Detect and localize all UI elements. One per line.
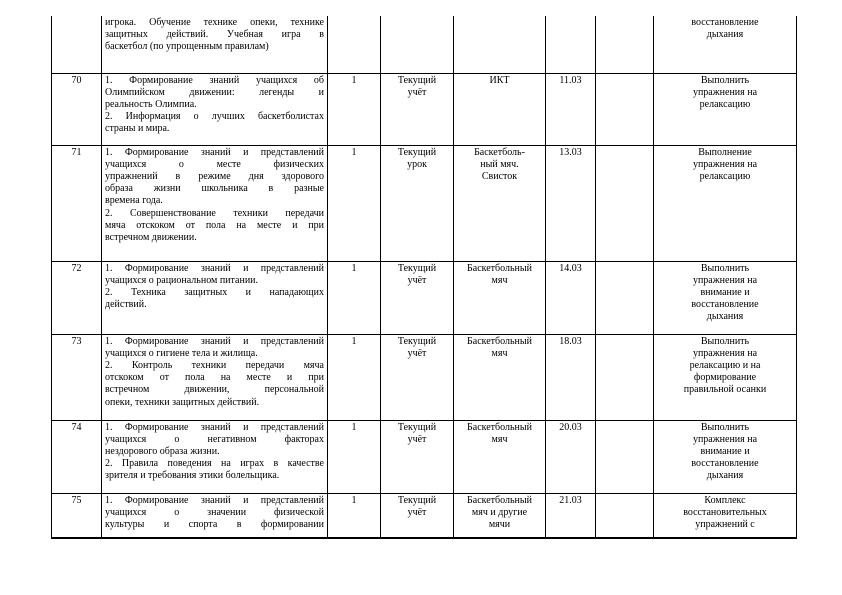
homework-cell — [654, 261, 797, 334]
actual-date-cell — [596, 334, 654, 420]
control-type-line: Текущий — [397, 421, 437, 433]
equipment-line: мяч и другие — [471, 506, 528, 518]
lesson-topic-cell — [102, 493, 328, 538]
homework-line: упражнения на — [692, 433, 758, 445]
equipment-cell — [454, 16, 546, 73]
homework-cell — [654, 493, 797, 538]
homework-line: Комплекс — [704, 494, 746, 506]
planned-date-cell — [546, 420, 596, 493]
hours-value: 1 — [351, 335, 357, 347]
topic-line: Олимпийском движении: легенды и — [105, 86, 324, 98]
topic-line: встречном движении, персональной — [105, 384, 324, 396]
homework-cell — [654, 16, 797, 73]
lesson-number: 74 — [71, 421, 82, 433]
control-type-line: Текущий — [397, 335, 437, 347]
topic-line: опеки, техники защитных действий. — [105, 396, 260, 408]
equipment-line: Баскетболь- — [474, 146, 525, 158]
lesson-number-cell — [52, 73, 102, 145]
planned-date-cell — [546, 73, 596, 145]
homework-line: правильной осанки — [683, 384, 767, 396]
control-type-line: урок — [407, 158, 427, 170]
homework-line: восстановительных — [683, 506, 767, 518]
homework-cell — [654, 145, 797, 261]
hours-cell — [328, 334, 381, 420]
topic-line: упражнений в режиме дня здорового — [105, 170, 324, 182]
homework-line: формирование — [693, 372, 757, 384]
equipment-line: Баскетбольный — [467, 262, 532, 274]
planned-date: 14.03 — [559, 262, 582, 274]
topic-line: защитных действий. Учебная игра в — [105, 29, 324, 41]
topic-line: 2. Правила поведения на играх в качестве — [105, 458, 324, 470]
table-row — [52, 493, 797, 538]
table-row — [52, 420, 797, 493]
equipment-cell — [454, 493, 546, 538]
homework-cell — [654, 420, 797, 493]
planned-date: 20.03 — [559, 421, 582, 433]
topic-line: зрителя и требования этики болельщика. — [105, 470, 280, 482]
actual-date-cell — [596, 493, 654, 538]
homework-line: восстановление — [691, 458, 759, 470]
topic-line: 2. Контроль техники передачи мяча — [105, 359, 324, 371]
topic-line: страны и мира. — [105, 123, 170, 135]
hours-value: 1 — [351, 262, 357, 274]
actual-date-cell — [596, 73, 654, 145]
control-type-line: учёт — [407, 347, 427, 359]
actual-date-cell — [596, 420, 654, 493]
homework-line: релаксацию и на — [689, 359, 761, 371]
homework-cell — [654, 73, 797, 145]
homework-line: Выполнить — [700, 421, 750, 433]
hours-cell — [328, 261, 381, 334]
homework-line: дыхания — [706, 470, 744, 482]
homework-line: внимание и — [700, 286, 750, 298]
homework-line: дыхания — [706, 29, 744, 41]
equipment-line: Баскетбольный — [467, 335, 532, 347]
homework-line: упражнений с — [695, 518, 755, 530]
lesson-number: 75 — [71, 494, 82, 506]
topic-line: образа жизни школьника в разные — [105, 183, 324, 195]
topic-line: культуры и спорта в формировании — [105, 518, 324, 530]
homework-line: дыхания — [706, 311, 744, 323]
hours-value: 1 — [351, 421, 357, 433]
hours-value: 1 — [351, 74, 357, 86]
topic-line: учащихся о значении физической — [105, 506, 324, 518]
table-row — [52, 16, 797, 73]
equipment-line: Баскетбольный — [467, 494, 532, 506]
homework-line: упражнения на — [692, 86, 758, 98]
control-type-cell — [381, 73, 454, 145]
control-type-line: Текущий — [397, 74, 437, 86]
control-type-cell — [381, 334, 454, 420]
planned-date: 11.03 — [559, 74, 582, 86]
table-row — [52, 334, 797, 420]
table-row — [52, 73, 797, 145]
control-type-cell — [381, 420, 454, 493]
topic-line: 1. Формирование знаний и представлений — [105, 262, 324, 274]
actual-date-cell — [596, 261, 654, 334]
lesson-number: 73 — [71, 335, 82, 347]
control-type-line: Текущий — [397, 494, 437, 506]
topic-line: нездорового образа жизни. — [105, 445, 220, 457]
hours-cell — [328, 16, 381, 73]
homework-line: Выполнить — [700, 262, 750, 274]
topic-line: учащихся о гигиене тела и жилища. — [105, 347, 258, 359]
planned-date: 18.03 — [559, 335, 582, 347]
lesson-topic-cell — [102, 420, 328, 493]
topic-line: учащихся о негативном факторах — [105, 433, 324, 445]
topic-line: действий. — [105, 299, 147, 311]
lesson-number: 70 — [71, 74, 82, 86]
topic-line: 1. Формирование знаний и представлений — [105, 146, 324, 158]
planned-date: 21.03 — [559, 494, 582, 506]
control-type-cell — [381, 16, 454, 73]
topic-line: времена года. — [105, 195, 163, 207]
topic-line: 2. Техника защитных и нападающих — [105, 286, 324, 298]
topic-line: учащихся о месте физических — [105, 158, 324, 170]
homework-line: Выполнение — [698, 146, 752, 158]
control-type-line: учёт — [407, 86, 427, 98]
homework-line: Выполнить — [700, 335, 750, 347]
lesson-topic-cell — [102, 334, 328, 420]
actual-date-cell — [596, 16, 654, 73]
control-type-line: учёт — [407, 274, 427, 286]
hours-cell — [328, 145, 381, 261]
topic-line: игрока. Обучение технике опеки, технике — [105, 17, 324, 28]
equipment-cell — [454, 261, 546, 334]
control-type-line: Текущий — [397, 146, 437, 158]
equipment-cell — [454, 420, 546, 493]
planned-date-cell — [546, 261, 596, 334]
equipment-line: Свисток — [481, 170, 518, 182]
table-row — [52, 145, 797, 261]
topic-line: 1. Формирование знаний учащихся об — [105, 74, 324, 86]
actual-date-cell — [596, 145, 654, 261]
homework-line: релаксацию — [699, 98, 751, 110]
topic-line: учащихся о рациональном питании. — [105, 274, 259, 286]
topic-line: 1. Формирование знаний и представлений — [105, 494, 324, 506]
equipment-line: мяч — [491, 274, 508, 286]
control-type-cell — [381, 493, 454, 538]
topic-line: 2. Информация о лучших баскетболистах — [105, 111, 324, 123]
control-type-cell — [381, 145, 454, 261]
lesson-number-cell — [52, 16, 102, 73]
planned-date-cell — [546, 16, 596, 73]
topic-line: 1. Формирование знаний и представлений — [105, 421, 324, 433]
lesson-number-cell — [52, 493, 102, 538]
homework-line: Выполнить — [700, 74, 750, 86]
hours-cell — [328, 493, 381, 538]
lesson-number-cell — [52, 261, 102, 334]
topic-line: мяча отскоком от пола на месте и при — [105, 219, 324, 231]
equipment-cell — [454, 145, 546, 261]
lesson-number: 72 — [71, 262, 82, 274]
equipment-cell — [454, 334, 546, 420]
hours-value: 1 — [351, 146, 357, 158]
table-row — [52, 261, 797, 334]
homework-line: упражнения на — [692, 347, 758, 359]
topic-line: встречном движении. — [105, 231, 197, 243]
homework-line: восстановление — [691, 17, 759, 28]
planned-date-cell — [546, 493, 596, 538]
equipment-line: Баскетбольный — [467, 421, 532, 433]
equipment-line: ный мяч. — [480, 158, 519, 170]
equipment-line: мяч — [491, 347, 508, 359]
topic-line: баскетбол (по упрощенным правилам) — [105, 41, 269, 53]
lesson-topic-cell — [102, 145, 328, 261]
equipment-cell — [454, 73, 546, 145]
topic-line: 1. Формирование знаний и представлений — [105, 335, 324, 347]
schedule-body — [52, 16, 797, 538]
control-type-cell — [381, 261, 454, 334]
control-type-line: учёт — [407, 433, 427, 445]
control-type-line: Текущий — [397, 262, 437, 274]
hours-value: 1 — [351, 494, 357, 506]
hours-cell — [328, 73, 381, 145]
hours-cell — [328, 420, 381, 493]
lesson-schedule-table — [51, 16, 797, 539]
equipment-line: ИКТ — [489, 74, 510, 86]
topic-line: 2. Совершенствование техники передачи — [105, 207, 324, 219]
planned-date-cell — [546, 145, 596, 261]
lesson-number: 71 — [71, 146, 82, 158]
homework-line: внимание и — [700, 445, 750, 457]
lesson-topic-cell — [102, 16, 328, 73]
lesson-number-cell — [52, 145, 102, 261]
planned-date: 13.03 — [559, 146, 582, 158]
planned-date-cell — [546, 334, 596, 420]
topic-line: реальность Олимпиа. — [105, 98, 197, 110]
lesson-topic-cell — [102, 73, 328, 145]
control-type-line: учёт — [407, 506, 427, 518]
homework-line: релаксацию — [699, 170, 751, 182]
homework-line: упражнения на — [692, 158, 758, 170]
equipment-line: мячи — [488, 518, 511, 530]
topic-line: отскоком от пола на месте и при — [105, 372, 324, 384]
homework-cell — [654, 334, 797, 420]
homework-line: упражнения на — [692, 274, 758, 286]
homework-line: восстановление — [691, 299, 759, 311]
lesson-topic-cell — [102, 261, 328, 334]
lesson-number-cell — [52, 334, 102, 420]
equipment-line: мяч — [491, 433, 508, 445]
lesson-number-cell — [52, 420, 102, 493]
